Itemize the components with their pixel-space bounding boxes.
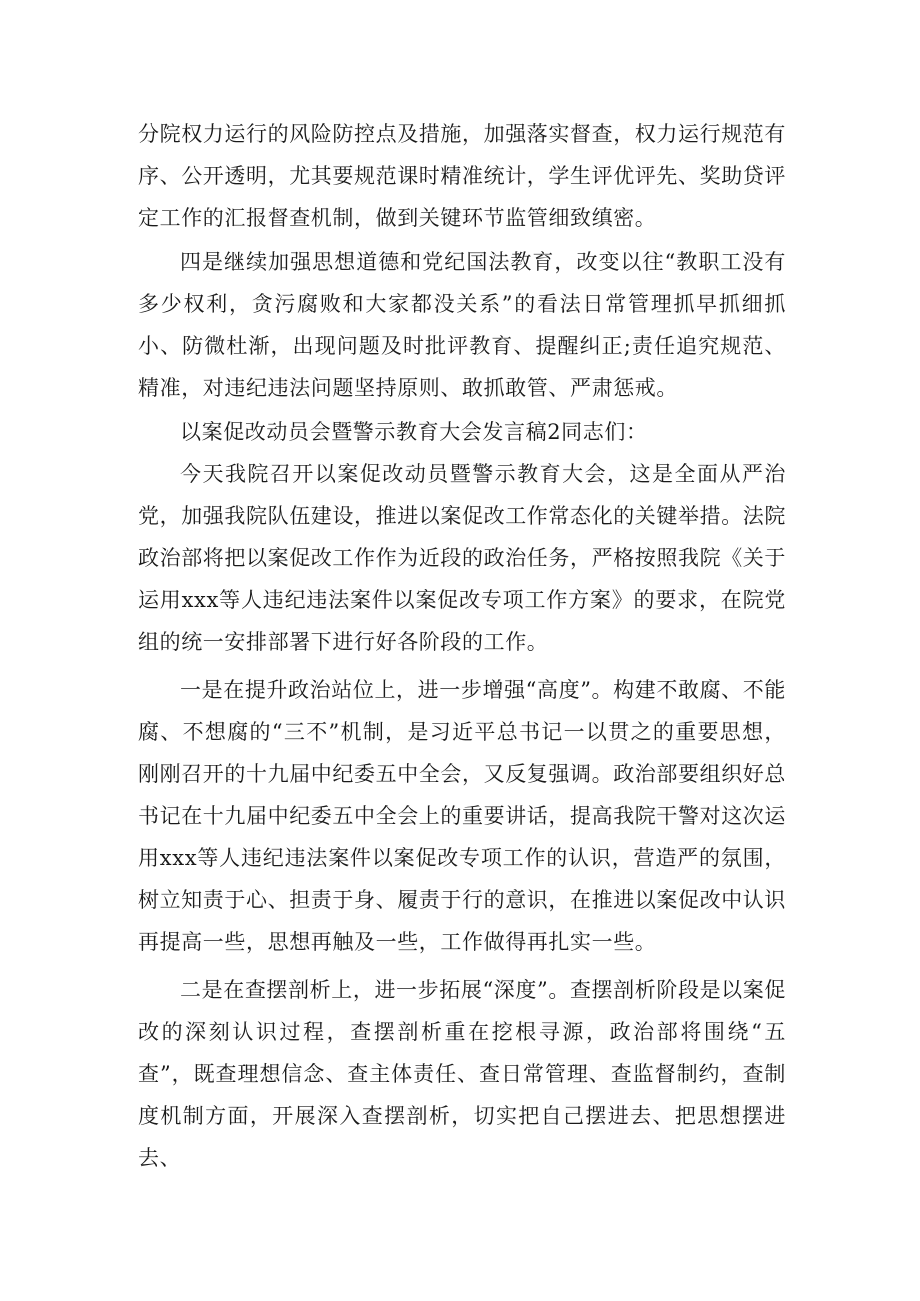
paragraph-point-one: 一是在提升政治站位上，进一步增强“高度”。构建不敢腐、不能腐、不想腐的“三不”机制，是习近平总书记一以贯之的重要思想，刚刚召开的十九届中纪委五中全会，又反复强调。政治部要组织好总书记在十九届中纪委五中全会上的重要讲话，提高我院干警对这次运用xxx等人违纪违法案件以案促改专项工作的认识，营造严的氛围，树立知责于心、担责于身、履责于行的意识，在推进以案促改中认识再提高一些，思想再触及一些，工作做得再扎实一些。 <box>138 678 786 954</box>
paragraph-speech-heading: 以案促改动员会暨警示教育大会发言稿2同志们： <box>180 420 648 444</box>
paragraph-point-four: 四是继续加强思想道德和党纪国法教育，改变以往“教职工没有多少权利，贪污腐败和大家都没关系”的看法日常管理抓早抓细抓小、防微杜渐，出现问题及时批评教育、提醒纠正;责任追究规范、精准，对违纪违法问题坚持原则、敢抓敢管、严肃惩戒。 <box>138 250 786 400</box>
paragraph-opening: 今天我院召开以案促改动员暨警示教育大会，这是全面从严治党，加强我院队伍建设，推进以案促改工作常态化的关键举措。法院政治部将把以案促改工作作为近段的政治任务，严格按照我院《关于运用xxx等人违纪违法案件以案促改专项工作方案》的要求，在院党组的统一安排部署下进行好各阶段的工作。 <box>138 462 786 654</box>
paragraph-continuation: 分院权力运行的风险防控点及措施，加强落实督查，权力运行规范有序、公开透明，尤其要规范课时精准统计，学生评优评先、奖助贷评定工作的汇报督查机制，做到关键环节监管细致缜密。 <box>138 122 786 230</box>
paragraph-point-two: 二是在查摆剖析上，进一步拓展“深度”。查摆剖析阶段是以案促改的深刻认识过程，查摆剖析重在挖根寻源，政治部将围绕“五查”，既查理想信念、查主体责任、查日常管理、查监督制约，查制度机制方面，开展深入查摆剖析，切实把自己摆进去、把思想摆进去、 <box>138 978 786 1170</box>
document-body <box>138 113 786 1179</box>
